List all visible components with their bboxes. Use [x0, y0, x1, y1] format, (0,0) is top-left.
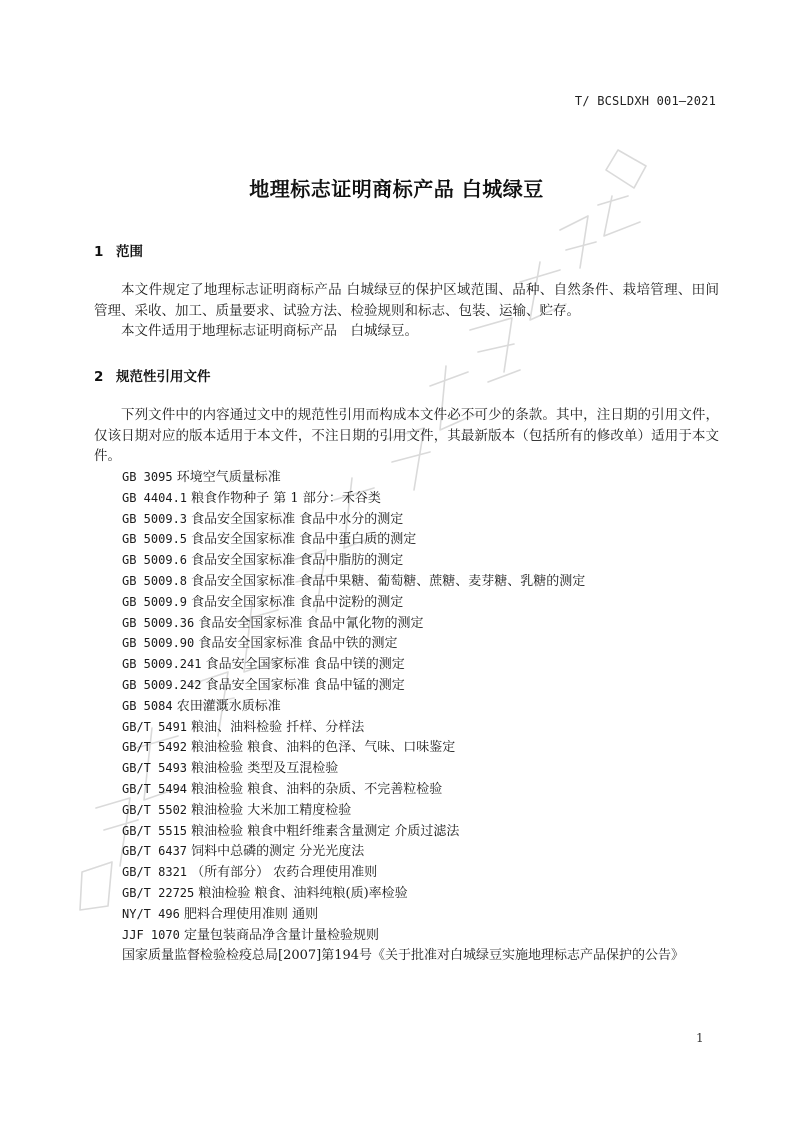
reference-item	[122, 675, 684, 696]
reference-title: 食品安全国家标准 食品中锰的测定	[205, 677, 405, 693]
section-title: 范围	[116, 244, 143, 260]
reference-code: GB/T 6437	[122, 844, 188, 859]
section-title: 规范性引用文件	[116, 369, 211, 385]
reference-code: GB/T 8321	[122, 865, 188, 880]
reference-item	[122, 509, 684, 530]
reference-item	[122, 925, 684, 946]
reference-title: 食品安全国家标准 食品中果糖、葡萄糖、蔗糖、麦芽糖、乳糖的测定	[191, 573, 586, 589]
document-title: 地理标志证明商标产品 白城绿豆	[249, 177, 544, 201]
reference-item	[122, 654, 684, 675]
section-heading-normative-references	[94, 365, 211, 385]
reference-title: 粮油检验 粮食、油料的色泽、气味、口味鉴定	[191, 740, 456, 756]
reference-title: 粮食作物种子 第 1 部分：禾谷类	[191, 490, 381, 506]
reference-title: 粮油检验 粮食中粗纤维素含量测定 介质过滤法	[191, 823, 460, 839]
reference-code: GB 5009.3	[122, 511, 188, 526]
reference-code: GB/T 5502	[122, 802, 188, 817]
reference-code: GB 5009.90	[122, 636, 195, 651]
section-number: 1	[94, 244, 104, 260]
reference-code: GB 5009.6	[122, 553, 188, 568]
reference-item	[122, 592, 684, 613]
reference-code: GB 5009.242	[122, 677, 202, 692]
reference-code: GB 5009.8	[122, 573, 188, 588]
reference-item	[122, 529, 684, 550]
reference-code: GB/T 5493	[122, 761, 188, 776]
reference-item	[122, 571, 684, 592]
reference-item	[122, 904, 684, 925]
reference-item	[122, 841, 684, 862]
reference-code: GB 5009.36	[122, 615, 195, 630]
reference-code: GB 5009.9	[122, 594, 188, 609]
reference-title: 食品安全国家标准 食品中铁的测定	[198, 636, 398, 652]
reference-item	[122, 550, 684, 571]
reference-title: 食品安全国家标准 食品中蛋白质的测定	[191, 532, 417, 548]
section-number: 2	[94, 369, 104, 385]
reference-title: 肥料合理使用准则 通则	[183, 906, 319, 922]
reference-code: GB/T 22725	[122, 885, 195, 900]
references-intro-paragraph: 下列文件中的内容通过文中的规范性引用而构成本文件必不可少的条款。其中，注日期的引用文件，仅该日期对应的版本适用于本文件，不注日期的引用文件，其最新版本（包括所有的修改单）适用于本文件。	[94, 407, 719, 464]
reference-code: GB 3095	[122, 470, 173, 484]
reference-title: 粮油检验 类型及互混检验	[191, 761, 339, 777]
reference-item	[122, 613, 684, 634]
reference-code: GB/T 5494	[122, 781, 188, 796]
reference-item	[122, 800, 684, 821]
reference-title: 粮油检验 粮食、油料纯粮(质)率检验	[198, 885, 408, 901]
reference-code: NY/T 496	[122, 906, 180, 921]
reference-item	[122, 758, 684, 779]
reference-title: （所有部分） 农药合理使用准则	[191, 865, 378, 881]
page-number: 1	[696, 1031, 704, 1045]
reference-code: GB 5009.241	[122, 657, 202, 672]
reference-title: 国家质量监督检验检疫总局[2007]第194号《关于批准对白城绿豆实施地理标志产品保护的公告》	[122, 948, 685, 964]
reference-item	[122, 717, 684, 738]
document-code: T/ BCSLDXH 001—2021	[574, 94, 716, 108]
reference-item	[122, 821, 684, 842]
reference-title: 农田灌溉水质标准	[176, 698, 281, 714]
reference-code: GB 5084	[122, 698, 173, 713]
reference-title: 粮油检验 粮食、油料的杂质、不完善粒检验	[191, 781, 443, 797]
reference-title: 食品安全国家标准 食品中镁的测定	[205, 657, 405, 673]
reference-item	[122, 862, 684, 883]
scope-paragraph-1: 本文件规定了地理标志证明商标产品 白城绿豆的保护区域范围、品种、自然条件、栽培管理、田间管理、采收、加工、质量要求、试验方法、检验规则和标志、包装、运输、贮存。	[94, 282, 719, 319]
reference-item	[122, 779, 684, 800]
reference-item	[122, 737, 684, 758]
reference-item	[122, 488, 684, 509]
reference-list	[122, 467, 684, 966]
scope-paragraph-2: 本文件适用于地理标志证明商标产品 白城绿豆。	[121, 323, 418, 339]
reference-title: 食品安全国家标准 食品中脂肪的测定	[191, 553, 404, 569]
reference-code: JJF 1070	[122, 927, 180, 942]
reference-item	[122, 696, 684, 717]
reference-code: GB/T 5491	[122, 719, 188, 734]
reference-title: 粮油检验 大米加工精度检验	[191, 802, 352, 818]
reference-title: 饲料中总磷的测定 分光光度法	[191, 844, 365, 860]
reference-title: 定量包装商品净含量计量检验规则	[183, 927, 379, 943]
reference-title: 粮油、油料检验 扦样、分样法	[191, 719, 365, 735]
reference-item	[122, 633, 684, 654]
reference-code: GB 4404.1	[122, 490, 188, 505]
reference-item	[122, 883, 684, 904]
reference-item	[122, 945, 684, 966]
reference-title: 食品安全国家标准 食品中淀粉的测定	[191, 594, 404, 610]
section-heading-scope	[94, 240, 143, 260]
reference-code: GB/T 5492	[122, 740, 188, 755]
reference-title: 食品安全国家标准 食品中水分的测定	[191, 511, 404, 527]
reference-item	[122, 467, 684, 488]
reference-code: GB/T 5515	[122, 823, 188, 838]
reference-title: 环境空气质量标准	[176, 470, 281, 485]
reference-title: 食品安全国家标准 食品中氰化物的测定	[198, 615, 424, 631]
reference-code: GB 5009.5	[122, 532, 188, 547]
